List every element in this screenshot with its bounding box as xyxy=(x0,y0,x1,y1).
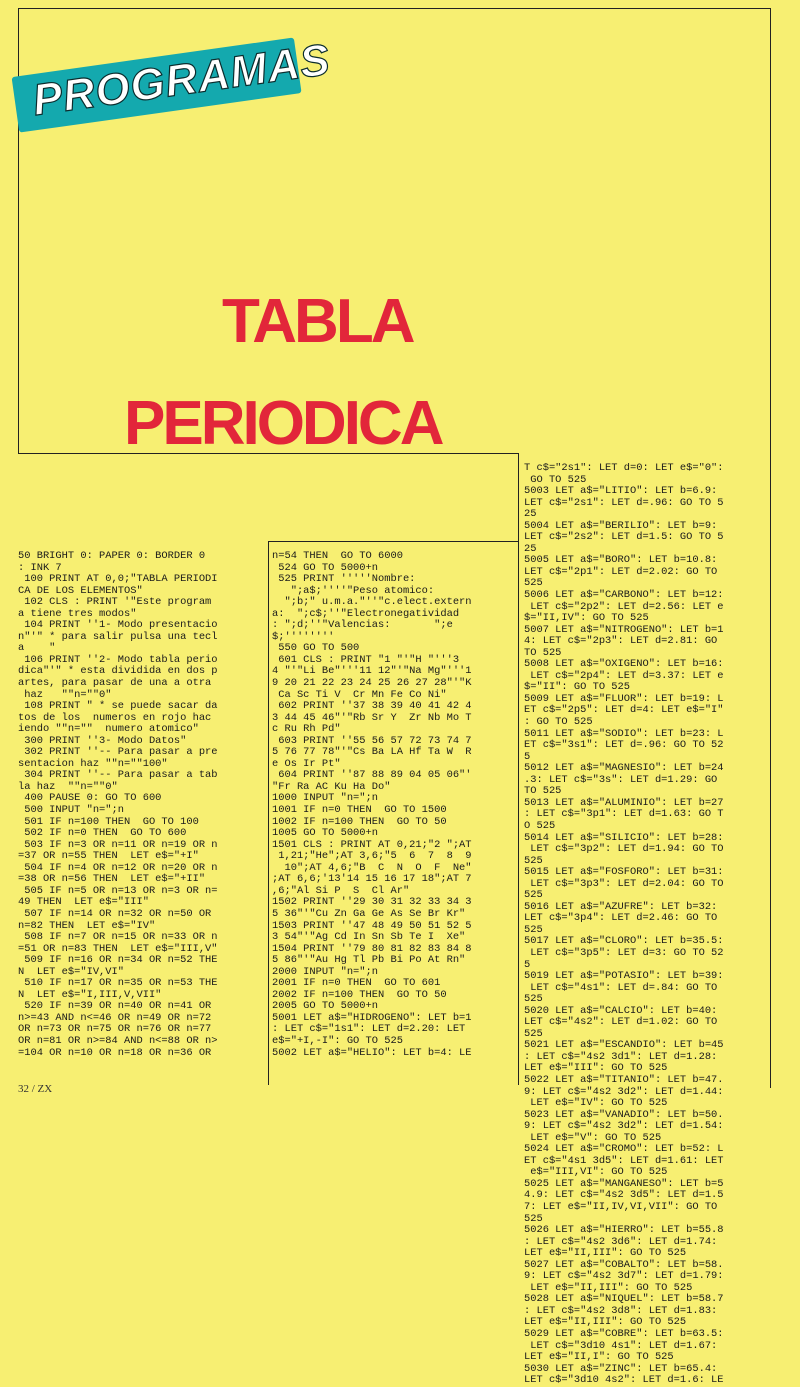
code-line: LET e$="II,III": GO TO 525 xyxy=(524,1281,693,1294)
column-rule-3 xyxy=(518,453,519,1085)
code-line: : LET c$="4s2 3d8": LET d=1.83: xyxy=(524,1304,718,1317)
code-line: 5009 LET a$="FLUOR": LET b=19: L xyxy=(524,692,724,705)
code-line: LET e$="II,III": GO TO 525 xyxy=(524,1316,687,1329)
code-line: artes, para pasar de una a otra xyxy=(18,677,212,690)
code-line: 5007 LET a$="NITROGENO": LET b=1 xyxy=(524,623,724,636)
code-line: iendo ""n="" numero atomico" xyxy=(18,723,199,736)
code-line: TO 525 xyxy=(524,646,562,659)
code-line: 5013 LET a$="ALUMINIO": LET b=27 xyxy=(524,796,724,809)
code-line: : ";d;''"Valencias: ";e xyxy=(272,619,453,632)
code-line: LET c$="2p2": LET d=2.56: LET e xyxy=(524,600,724,613)
code-line: 25 xyxy=(524,542,537,555)
code-line: LET e$="II,I": GO TO 525 xyxy=(524,1351,674,1364)
code-line: 508 IF n=7 OR n=15 OR n=33 OR n xyxy=(18,931,218,944)
code-line: haz ""n=""0" xyxy=(18,688,112,701)
code-line: 1504 PRINT ''79 80 81 82 83 84 8 xyxy=(272,942,472,955)
code-line: 5002 LET a$="HELIO": LET b=4: LE xyxy=(272,1046,472,1059)
code-line: 603 PRINT ''55 56 57 72 73 74 7 xyxy=(272,734,472,747)
code-line: LET c$="3d10 4s2": LET d=1.6: LE xyxy=(524,1374,724,1387)
code-line: LET e$="IV": GO TO 525 xyxy=(524,1097,668,1110)
code-line: 5014 LET a$="SILICIO": LET b=28: xyxy=(524,831,724,844)
code-line: 5030 LET a$="ZINC": LET b=65.4: xyxy=(524,1362,718,1375)
code-line: 5020 LET a$="CALCIO": LET b=40: xyxy=(524,1004,718,1017)
code-line: LET c$="3p4": LET d=2.46: GO TO xyxy=(524,912,718,925)
code-line: : LET c$="4s2 3d6": LET d=1.74: xyxy=(524,1235,718,1248)
code-line: CA DE LOS ELEMENTOS" xyxy=(18,584,143,597)
code-line: 2002 IF n=100 THEN GO TO 50 xyxy=(272,988,447,1001)
code-line: =51 OR n=83 THEN LET e$="III,V" xyxy=(18,942,218,955)
code-line: 5027 LET a$="COBALTO": LET b=58. xyxy=(524,1258,724,1271)
code-line: 5019 LET a$="POTASIO": LET b=39: xyxy=(524,970,724,983)
code-line: LET c$="2p1": LET d=2.02: GO TO xyxy=(524,565,718,578)
code-line: 5 86"'"Au Hg Tl Pb Bi Po At Rn" xyxy=(272,954,466,967)
code-line: e$="III,VI": GO TO 525 xyxy=(524,1166,668,1179)
code-line: ET c$="3s1": LET d=.96: GO TO 52 xyxy=(524,739,724,752)
code-line: la haz ""n=""0" xyxy=(18,780,118,793)
code-line: 525 xyxy=(524,577,543,590)
right-rule xyxy=(770,8,771,1088)
code-line: a tiene tres modos" xyxy=(18,607,137,620)
code-line: 106 PRINT ''2- Modo tabla perio xyxy=(18,653,218,666)
code-line: Ca Sc Ti V Cr Mn Fe Co Ni" xyxy=(272,688,447,701)
code-line: N LET e$="IV,VI" xyxy=(18,965,125,978)
code-line: 5024 LET a$="CROMO": LET b=52: L xyxy=(524,1143,724,1156)
code-line: =37 OR n=55 THEN LET e$="+I" xyxy=(18,850,199,863)
code-top-rule xyxy=(268,541,518,542)
code-line: LET c$="3p3": LET d=2.04: GO TO xyxy=(524,877,724,890)
section-banner xyxy=(10,27,334,140)
code-line: $;'''''''' xyxy=(272,630,335,643)
code-line: 104 PRINT ''1- Modo presentacio xyxy=(18,619,218,632)
code-line: 5003 LET a$="LITIO": LET b=6.9: xyxy=(524,485,718,498)
code-line: 49 THEN LET e$="III" xyxy=(18,896,149,909)
code-line: 9: LET c$="4s2 3d7": LET d=1.79: xyxy=(524,1270,724,1283)
code-line: : INK 7 xyxy=(18,561,62,574)
code-line: 5011 LET a$="SODIO": LET b=23: L xyxy=(524,727,724,740)
code-line: 5023 LET a$="VANADIO": LET b=50. xyxy=(524,1108,724,1121)
code-line: 2000 INPUT "n=";n xyxy=(272,965,379,978)
code-line: ";b;" u.m.a."''"c.elect.extern xyxy=(272,596,472,609)
code-line: 9: LET c$="4s2 3d2": LET d=1.54: xyxy=(524,1120,724,1133)
code-line: 505 IF n=5 OR n=13 OR n=3 OR n= xyxy=(18,884,218,897)
code-line: 5 76 77 78"'"Cs Ba LA Hf Ta W R xyxy=(272,746,472,759)
page-number: 32 / ZX xyxy=(18,1083,53,1095)
code-line: n=82 THEN LET e$="IV" xyxy=(18,919,156,932)
code-line: 400 PAUSE 0: GO TO 600 xyxy=(18,792,162,805)
code-line: $="II": GO TO 525 xyxy=(524,681,631,694)
code-line: 510 IF n=17 OR n=35 OR n=53 THE xyxy=(18,977,218,990)
code-line: =38 OR n=56 THEN LET e$="+II" xyxy=(18,873,206,886)
code-line: : GO TO 525 xyxy=(524,716,593,729)
code-line: 5008 LET a$="OXIGENO": LET b=16: xyxy=(524,658,724,671)
code-line: 524 GO TO 5000+n xyxy=(272,561,379,574)
code-line: 4 "'"Li Be"'''11 12"'"Na Mg"'''1 xyxy=(272,665,472,678)
code-line: 520 IF n=39 OR n=40 OR n=41 OR xyxy=(18,1000,212,1013)
code-line: 7: LET e$="II,IV,VI,VII": GO TO xyxy=(524,1201,718,1213)
code-line: e Os Ir Pt" xyxy=(272,757,341,770)
code-line: GO TO 525 xyxy=(524,473,587,486)
code-line: 5017 LET a$="CLORO": LET b=35.5: xyxy=(524,935,724,948)
code-line: : LET c$="4s2 3d1": LET d=1.28: xyxy=(524,1050,718,1063)
code-line: 304 PRINT ''-- Para pasar a tab xyxy=(18,769,218,782)
section-title: PROGRAMAS xyxy=(29,34,334,126)
code-line: 1501 CLS : PRINT AT 0,21;"2 ";AT xyxy=(272,838,472,851)
code-line: 503 IF n=3 OR n=11 OR n=19 OR n xyxy=(18,838,218,851)
code-line: 525 xyxy=(524,889,543,902)
code-line: 2005 GO TO 5000+n xyxy=(272,1000,379,1013)
code-line: sentacion haz ""n=""100" xyxy=(18,757,168,770)
code-line: 5021 LET a$="ESCANDIO": LET b=45 xyxy=(524,1039,724,1052)
code-line: 4: LET c$="2p3": LET d=2.81: GO xyxy=(524,635,718,648)
code-column-2 xyxy=(272,551,504,1059)
code-line: a: ";c$;''"Electronegatividad xyxy=(272,607,460,620)
code-line: 302 PRINT ''-- Para pasar a pre xyxy=(18,746,218,759)
code-line: LET c$="2p4": LET d=3.37: LET e xyxy=(524,669,724,682)
code-line: 1,21;"He";AT 3,6;"5 6 7 8 9 xyxy=(272,850,472,863)
code-line: 550 GO TO 500 xyxy=(272,642,360,655)
code-line: 9 20 21 22 23 24 25 26 27 28"'"K xyxy=(272,677,472,690)
code-line: 501 IF n=100 THEN GO TO 100 xyxy=(18,815,199,828)
code-line: : LET c$="3p1": LET d=1.63: GO T xyxy=(524,808,724,821)
code-line: TO 525 xyxy=(524,785,562,798)
code-line: LET c$="2s1": LET d=.96: GO TO 5 xyxy=(524,496,724,509)
code-line: c Ru Rh Pd" xyxy=(272,723,341,736)
code-line: 5025 LET a$="MANGANESO": LET b=5 xyxy=(524,1177,724,1190)
top-rule xyxy=(18,8,770,9)
code-line: $="II,IV": GO TO 525 xyxy=(524,612,649,625)
article-title-line2: PERIODICA xyxy=(124,389,442,458)
code-line: ;AT 6,6;'13'14 15 16 17 18";AT 7 xyxy=(272,873,472,886)
code-line: 102 CLS : PRINT '"Este program xyxy=(18,596,212,609)
code-line: 525 xyxy=(524,854,543,867)
code-line: 1000 INPUT "n=";n xyxy=(272,792,379,805)
code-line: OR n=81 OR n>=84 AND n<=88 OR n> xyxy=(18,1034,218,1047)
code-line: 1005 GO TO 5000+n xyxy=(272,827,379,840)
code-line: 108 PRINT " * se puede sacar da xyxy=(18,700,218,713)
code-line: .3: LET c$="3s": LET d=1.29: GO xyxy=(524,773,718,786)
code-line: LET e$="III": GO TO 525 xyxy=(524,1062,668,1075)
code-line: tos de los numeros en rojo hac xyxy=(18,711,212,724)
code-line: 601 CLS : PRINT "1 "'"H "'''3 xyxy=(272,653,460,666)
code-line: 1503 PRINT ''47 48 49 50 51 52 5 xyxy=(272,919,472,932)
code-line: LET c$="3p5": LET d=3: GO TO 52 xyxy=(524,946,724,959)
code-line: 602 PRINT ''37 38 39 40 41 42 4 xyxy=(272,700,472,713)
code-line: 3 54"'"Ag Cd In Sn Sb Te I Xe" xyxy=(272,931,466,944)
code-line: 525 PRINT '''''Nombre: xyxy=(272,573,416,586)
code-line: LET c$="3d10 4s1": LET d=1.67: xyxy=(524,1339,718,1352)
code-line: 4.9: LET c$="4s2 3d5": LET d=1.5 xyxy=(524,1189,724,1202)
code-line: 5 xyxy=(524,958,531,971)
code-line: 5005 LET a$="BORO": LET b=10.8: xyxy=(524,554,718,567)
code-line: 5015 LET a$="FOSFORO": LET b=31: xyxy=(524,866,724,879)
code-line: 509 IF n=16 OR n=34 OR n=52 THE xyxy=(18,954,218,967)
column-rule-2 xyxy=(268,541,269,1085)
code-line: 1001 IF n=0 THEN GO TO 1500 xyxy=(272,804,447,817)
code-line: 507 IF n=14 OR n=32 OR n=50 OR xyxy=(18,907,212,920)
code-line: 525 xyxy=(524,993,543,1006)
code-line: 5 xyxy=(524,750,531,763)
code-line: dica"'" * esta dividida en dos p xyxy=(18,665,218,678)
code-line: : LET c$="1s1": LET d=2.20: LET xyxy=(272,1023,466,1036)
code-line: T c$="2s1": LET d=0: LET e$="0": xyxy=(524,463,724,474)
code-line: LET c$="4s2": LET d=1.02: GO TO xyxy=(524,1016,718,1029)
code-line: 10";AT 4,6;"B C N O F Ne" xyxy=(272,861,472,874)
code-line: O 525 xyxy=(524,819,556,832)
code-line: 25 xyxy=(524,508,537,521)
code-line: ET c$="2p5": LET d=4: LET e$="I" xyxy=(524,704,724,717)
code-line: ,6;"Al Si P S Cl Ar" xyxy=(272,884,410,897)
code-line: 500 INPUT "n=";n xyxy=(18,804,125,817)
code-line: ";a$;''''"Peso atomico: xyxy=(272,584,435,597)
code-line: LET e$="V": GO TO 525 xyxy=(524,1131,662,1144)
code-line: 604 PRINT ''87 88 89 04 05 06"' xyxy=(272,769,472,782)
code-line: 9: LET c$="4s2 3d2": LET d=1.44: xyxy=(524,1085,724,1098)
code-line: 5012 LET a$="MAGNESIO": LET b=24 xyxy=(524,762,724,775)
code-line: LET e$="II,III": GO TO 525 xyxy=(524,1247,687,1260)
code-line: 100 PRINT AT 0,0;"TABLA PERIODI xyxy=(18,573,218,586)
code-line: a " xyxy=(18,642,56,655)
code-line: e$="+I,-I": GO TO 525 xyxy=(272,1034,403,1047)
code-line: 5001 LET a$="HIDROGENO": LET b=1 xyxy=(272,1011,472,1024)
code-line: 5 36"'"Cu Zn Ga Ge As Se Br Kr" xyxy=(272,907,466,920)
code-line: n>=43 AND n<=46 OR n=49 OR n=72 xyxy=(18,1011,212,1024)
code-line: 5006 LET a$="CARBONO": LET b=12: xyxy=(524,589,724,602)
code-line: 5026 LET a$="HIERRO": LET b=55.8 xyxy=(524,1224,724,1237)
code-line: n=54 THEN GO TO 6000 xyxy=(272,551,403,562)
code-line: 5004 LET a$="BERILIO": LET b=9: xyxy=(524,519,718,532)
code-line: 2001 IF n=0 THEN GO TO 601 xyxy=(272,977,441,990)
code-line: 5028 LET a$="NIQUEL": LET b=58.7 xyxy=(524,1293,724,1306)
code-line: N LET e$="I,III,V,VII" xyxy=(18,988,162,1001)
code-line: 300 PRINT ''3- Modo Datos" xyxy=(18,734,187,747)
code-line: n"'" * para salir pulsa una tecl xyxy=(18,630,218,643)
code-line: 1002 IF n=100 THEN GO TO 50 xyxy=(272,815,447,828)
code-line: 525 xyxy=(524,1212,543,1225)
code-line: 525 xyxy=(524,923,543,936)
code-line: 3 44 45 46"'"Rb Sr Y Zr Nb Mo T xyxy=(272,711,472,724)
code-line: 1502 PRINT ''29 30 31 32 33 34 3 xyxy=(272,896,472,909)
code-line: LET c$="3p2": LET d=1.94: GO TO xyxy=(524,843,724,856)
code-line: 50 BRIGHT 0: PAPER 0: BORDER 0 xyxy=(18,551,206,562)
code-line: ET c$="4s1 3d5": LET d=1.61: LET xyxy=(524,1154,724,1167)
code-line: LET c$="4s1": LET d=.84: GO TO xyxy=(524,981,718,994)
code-line: OR n=73 OR n=75 OR n=76 OR n=77 xyxy=(18,1023,212,1036)
code-line: 525 xyxy=(524,1027,543,1040)
code-line: 504 IF n=4 OR n=12 OR n=20 OR n xyxy=(18,861,218,874)
code-line: LET c$="2s2": LET d=1.5: GO TO 5 xyxy=(524,531,724,544)
code-line: 5029 LET a$="COBRE": LET b=63.5: xyxy=(524,1328,724,1341)
code-column-1 xyxy=(18,551,268,1059)
article-title-line1: TABLA xyxy=(222,287,413,356)
code-line: 5016 LET a$="AZUFRE": LET b=32: xyxy=(524,900,718,913)
code-column-3 xyxy=(524,463,770,1387)
code-line: 502 IF n=0 THEN GO TO 600 xyxy=(18,827,187,840)
code-line: "Fr Ra AC Ku Ha Do" xyxy=(272,780,391,793)
code-line: 5022 LET a$="TITANIO": LET b=47. xyxy=(524,1073,724,1086)
code-line: =104 OR n=10 OR n=18 OR n=36 OR xyxy=(18,1046,212,1059)
